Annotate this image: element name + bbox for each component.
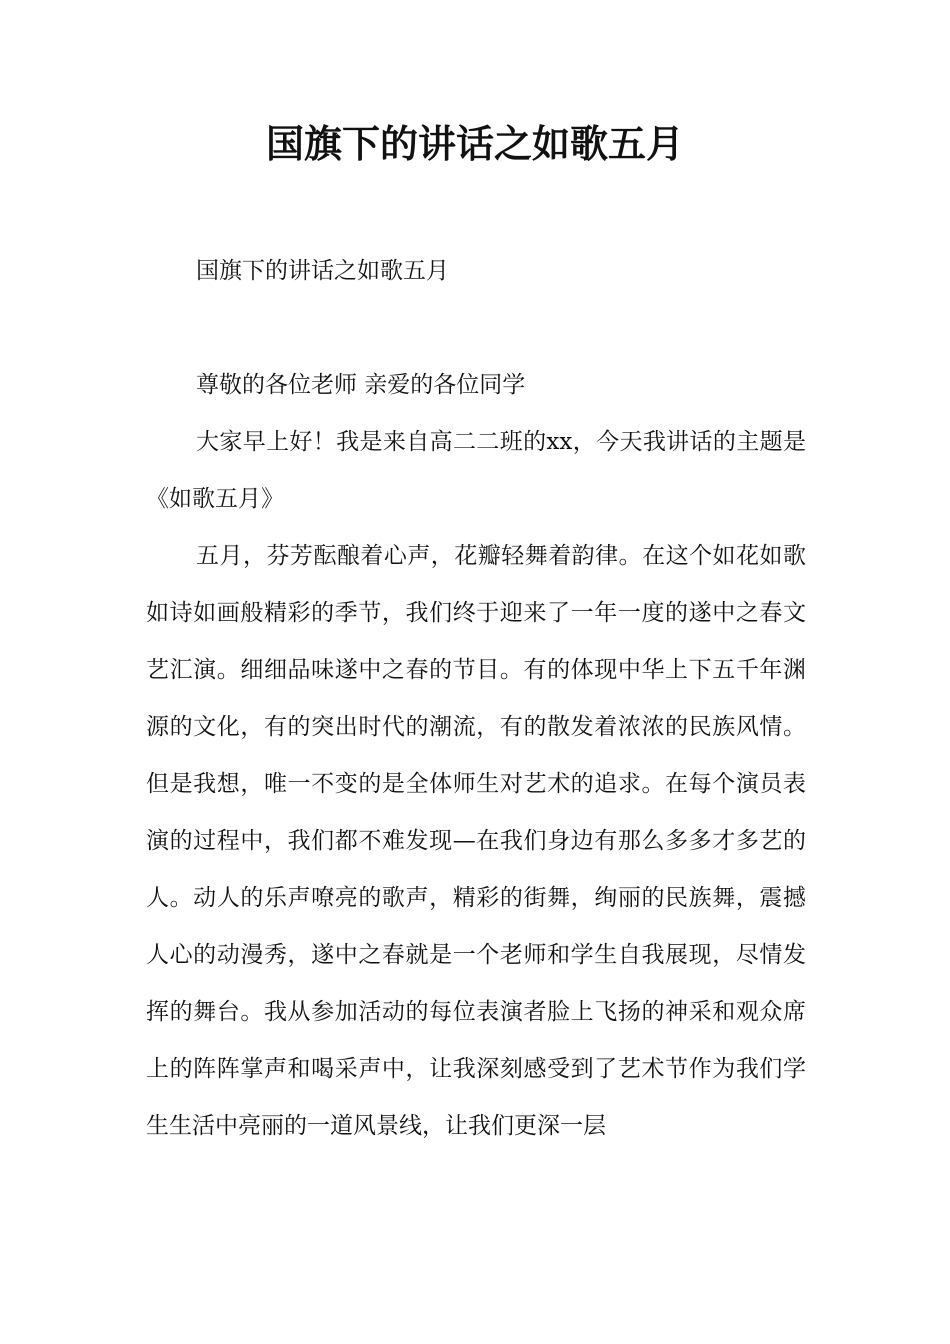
body-paragraphs <box>146 414 806 1155</box>
document-title: 国旗下的讲话之如歌五月 <box>265 121 684 166</box>
paragraph-main: 五月，芬芳酝酿着心声，花瓣轻舞着韵律。在这个如花如歌如诗如画般精彩的季节，我们终于迎来了一年一度的遂中之春文艺汇演。细细品味遂中之春的节目。有的体现中华上下五千年渊源的文化，有的突出时代的潮流，有的散发着浓浓的民族风情。但是我想，唯一不变的是全体师生对艺术的追求。在每个演员表演的过程中，我们都不难发现—在我们身边有那么多多才多艺的人。动人的乐声嘹亮的歌声，精彩的街舞，绚丽的民族舞，震撼人心的动漫秀，遂中之春就是一个老师和学生自我展现，尽情发挥的舞台。我从参加活动的每位表演者脸上飞扬的神采和观众席上的阵阵掌声和喝采声中，让我深刻感受到了艺术节作为我们学生生活中亮丽的一道风景线，让我们更深一层 <box>146 543 806 1139</box>
document-subtitle: 国旗下的讲话之如歌五月 <box>196 258 449 284</box>
greeting-line: 尊敬的各位老师 亲爱的各位同学 <box>196 372 526 398</box>
paragraph-intro: 大家早上好！我是来自高二二班的xx，今天我讲话的主题是《如歌五月》 <box>146 429 806 512</box>
